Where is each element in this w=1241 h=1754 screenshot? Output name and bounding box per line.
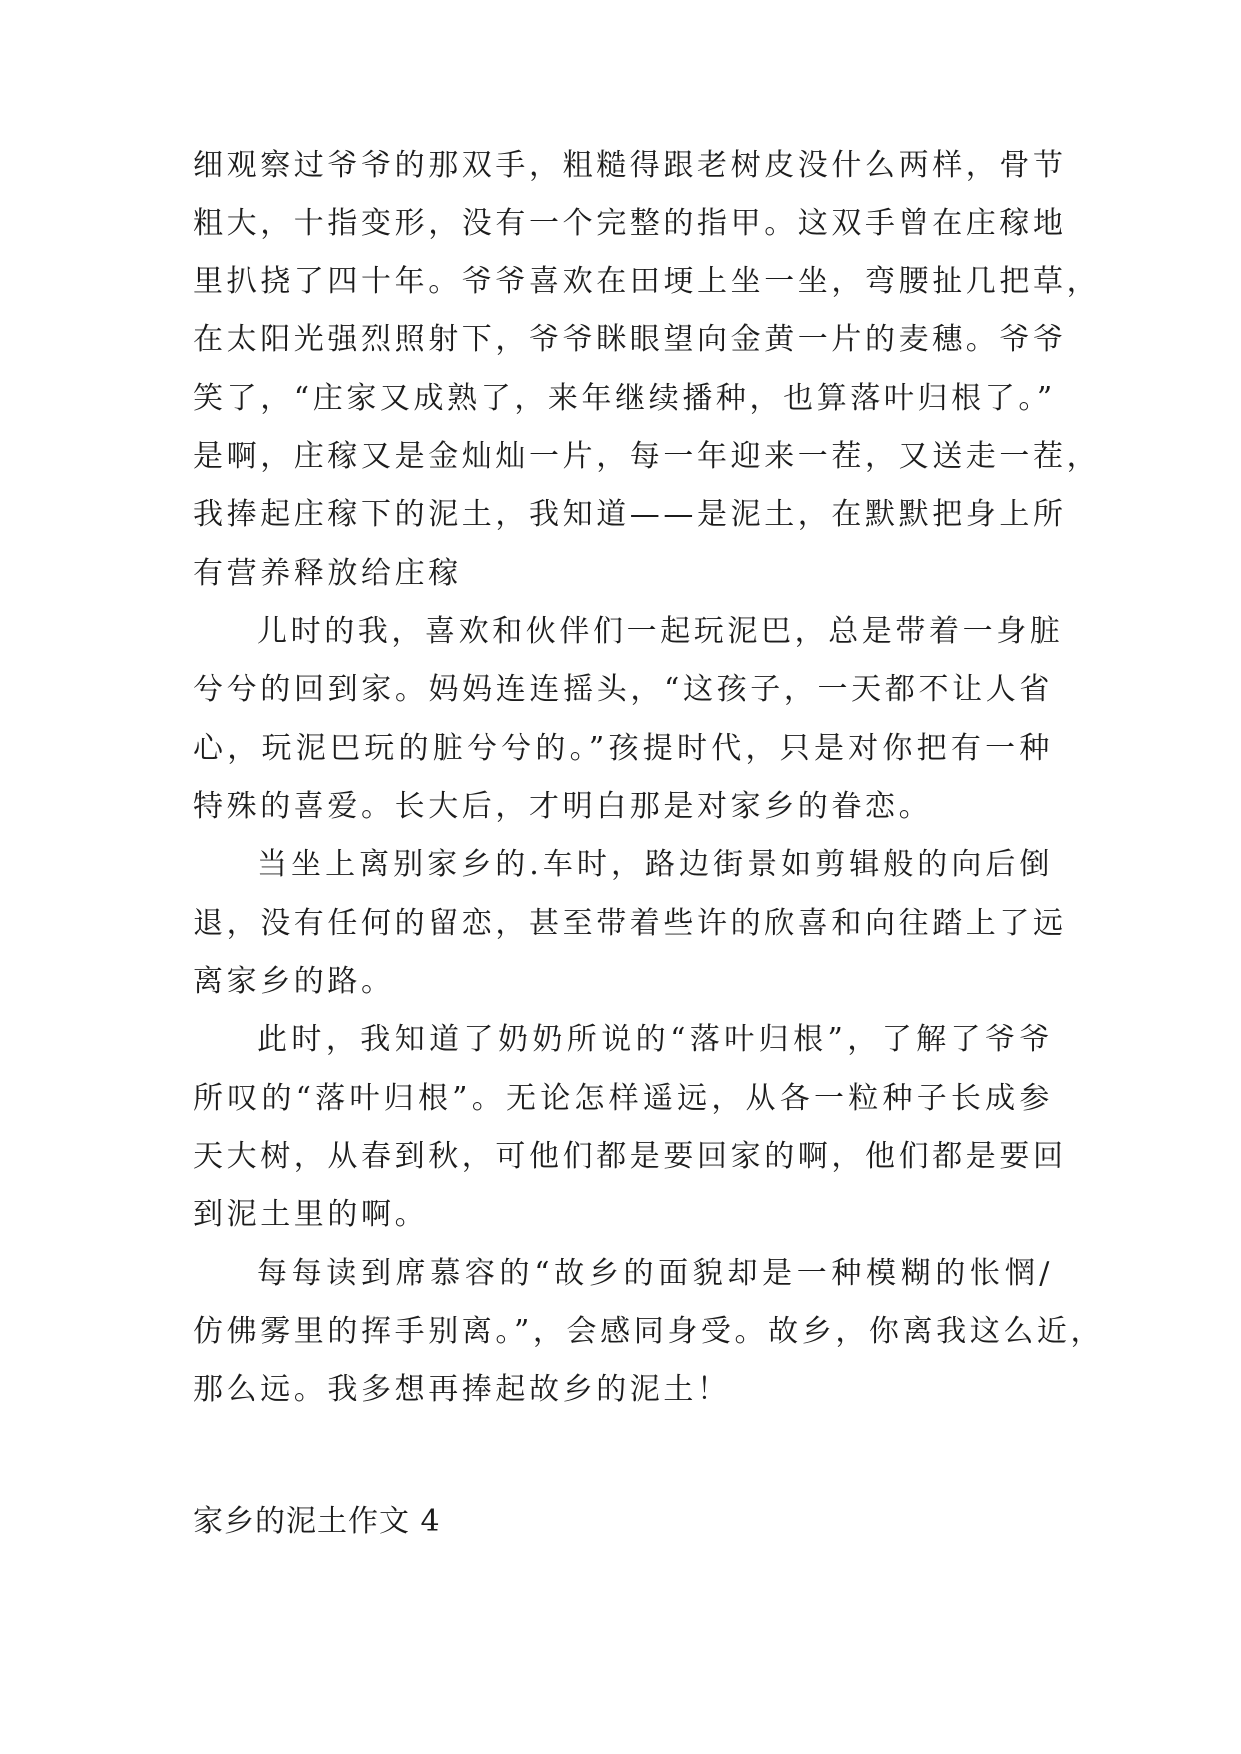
paragraph-line: 每每读到席慕容的“故乡的面貌却是一种模糊的怅惘/ [257, 1256, 1053, 1291]
paragraph-line: 天大树，从春到秋，可他们都是要回家的啊，他们都是要回 [193, 1139, 1067, 1174]
paragraph-line: 离家乡的路。 [193, 964, 395, 999]
paragraph-line: 特殊的喜爱。长大后，才明白那是对家乡的眷恋。 [193, 789, 933, 824]
paragraph-line: 仿佛雾里的挥手别离。”，会感同身受。故乡，你离我这么近， [193, 1314, 1105, 1349]
paragraph-line: 心，玩泥巴玩的脏兮兮的。”孩提时代，只是对你把有一种 [193, 731, 1053, 766]
paragraph-line: 有营养释放给庄稼 [193, 556, 462, 591]
paragraph-line: 到泥土里的啊。 [193, 1197, 429, 1232]
paragraph-line: 兮兮的回到家。妈妈连连摇头，“这孩子，一天都不让人省 [193, 672, 1053, 707]
paragraph-line: 退，没有任何的留恋，甚至带着些许的欣喜和向往踏上了远 [193, 906, 1067, 941]
paragraph-line: 在太阳光强烈照射下，爷爷眯眼望向金黄一片的麦穗。爷爷 [193, 322, 1067, 357]
paragraph-line: 此时，我知道了奶奶所说的“落叶归根”，了解了爷爷 [257, 1022, 1053, 1057]
paragraph-line: 当坐上离别家乡的.车时，路边街景如剪辑般的向后倒 [257, 847, 1053, 882]
paragraph-line: 所叹的“落叶归根”。无论怎样遥远，从各一粒种子长成参 [193, 1081, 1053, 1116]
paragraph-line: 我捧起庄稼下的泥土，我知道——是泥土，在默默把身上所 [193, 497, 1067, 532]
section-heading: 家乡的泥土作文 4 [193, 1504, 441, 1539]
paragraph-line: 里扒挠了四十年。爷爷喜欢在田埂上坐一坐，弯腰扯几把草， [193, 264, 1101, 299]
paragraph-line: 儿时的我，喜欢和伙伴们一起玩泥巴，总是带着一身脏 [257, 614, 1064, 649]
paragraph-line: 笑了，“庄家又成熟了，来年继续播种，也算落叶归根了。” [193, 381, 1056, 416]
paragraph-line: 细观察过爷爷的那双手，粗糙得跟老树皮没什么两样，骨节 [193, 148, 1067, 183]
paragraph-line: 粗大，十指变形，没有一个完整的指甲。这双手曾在庄稼地 [193, 206, 1067, 241]
paragraph-line: 是啊，庄稼又是金灿灿一片，每一年迎来一茬，又送走一茬， [193, 439, 1101, 474]
paragraph-line: 那么远。我多想再捧起故乡的泥土！ [193, 1372, 731, 1407]
